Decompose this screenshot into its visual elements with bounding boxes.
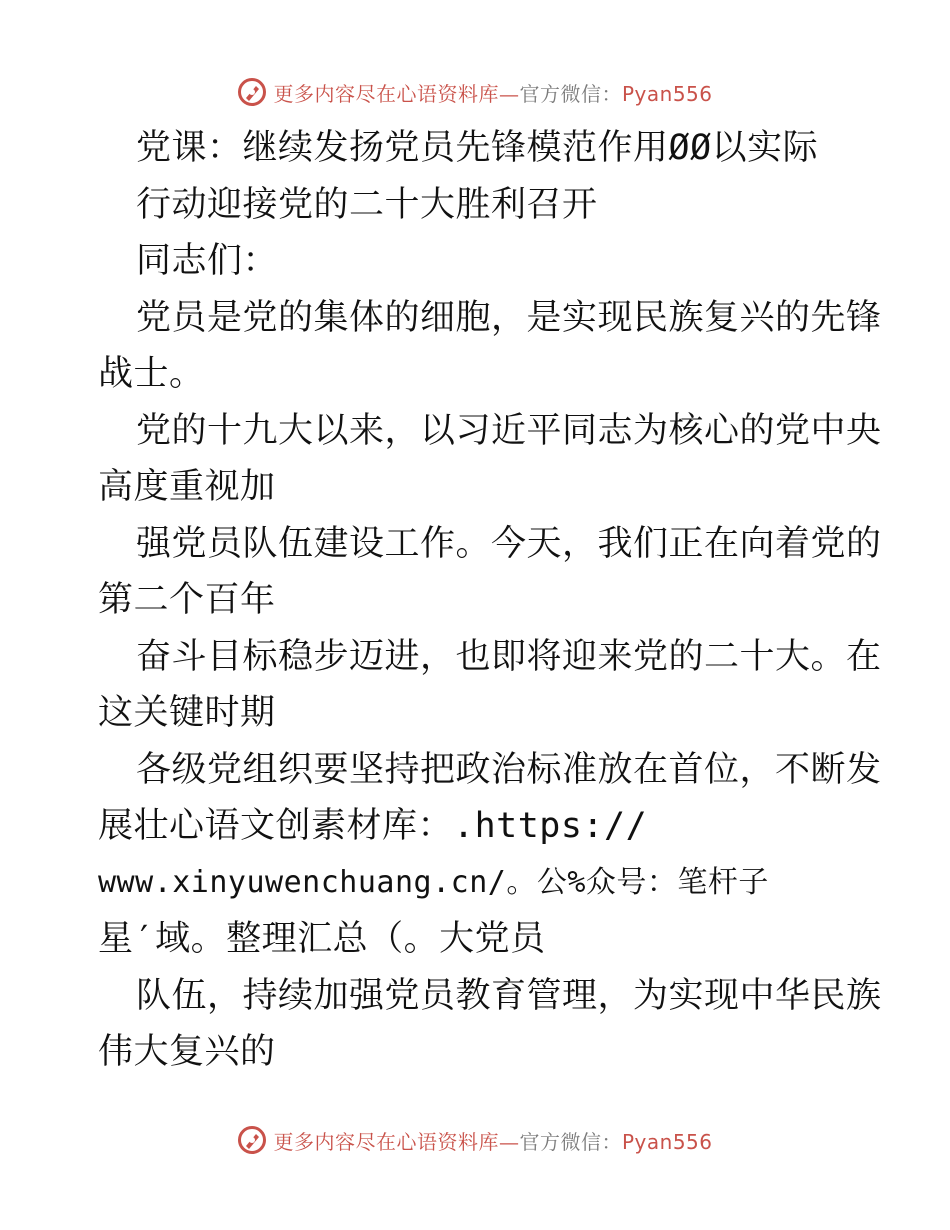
watermark-wechat-id: Pyan556 (621, 1129, 713, 1154)
title-line-1: 党课：继续发扬党员先锋模范作用ØØ以实际 (136, 128, 819, 168)
paragraph-line: 第二个百年 (98, 580, 276, 620)
paragraph-line: 奋斗目标稳步迈进，也即将迎来党的二十大。在 (136, 636, 882, 677)
pen-logo-icon (237, 77, 267, 107)
paragraph-line: 这关键时期 (98, 693, 276, 733)
paragraph-line: 队伍，持续加强党员教育管理，为实现中华民族 (136, 975, 882, 1016)
paragraph-line: 强党员队伍建设工作。今天，我们正在向着党的 (136, 523, 882, 564)
paragraph-line: 高度重视加 (98, 467, 276, 507)
watermark-site: 更多内容尽在心语资料库— (273, 81, 520, 106)
watermark-wechat-label: 官方微信： (519, 1129, 622, 1154)
document-body (98, 120, 882, 1081)
watermark-wechat-id: Pyan556 (621, 81, 713, 106)
footer-watermark (0, 1120, 950, 1160)
paragraph-line: 战士。 (98, 354, 205, 394)
watermark-wechat-label: 官方微信： (519, 81, 622, 106)
paragraph-line: 党的十九大以来，以习近平同志为核心的党中央 (136, 410, 882, 451)
title-line-2: 行动迎接党的二十大胜利召开 (136, 184, 598, 225)
watermark-site: 更多内容尽在心语资料库— (273, 1129, 520, 1154)
paragraph-line-url: www.xinyuwenchuang.cn/。公%众号：笔杆子 (98, 864, 769, 900)
paragraph-line: 星′域。整理汇总（。大党员 (98, 919, 546, 959)
paragraph-line: 各级党组织要坚持把政治标准放在首位，不断发 (136, 749, 882, 790)
salutation: 同志们： (136, 241, 279, 281)
paragraph-line: 党员是党的集体的细胞，是实现民族复兴的先锋 (136, 297, 882, 338)
watermark-text (273, 1126, 712, 1155)
pen-logo-icon (237, 1125, 267, 1155)
header-watermark (0, 72, 950, 112)
paragraph-line: 展壮心语文创素材库：.https:// (98, 806, 648, 846)
watermark-text (273, 78, 712, 107)
paragraph-line: 伟大复兴的 (98, 1032, 276, 1072)
